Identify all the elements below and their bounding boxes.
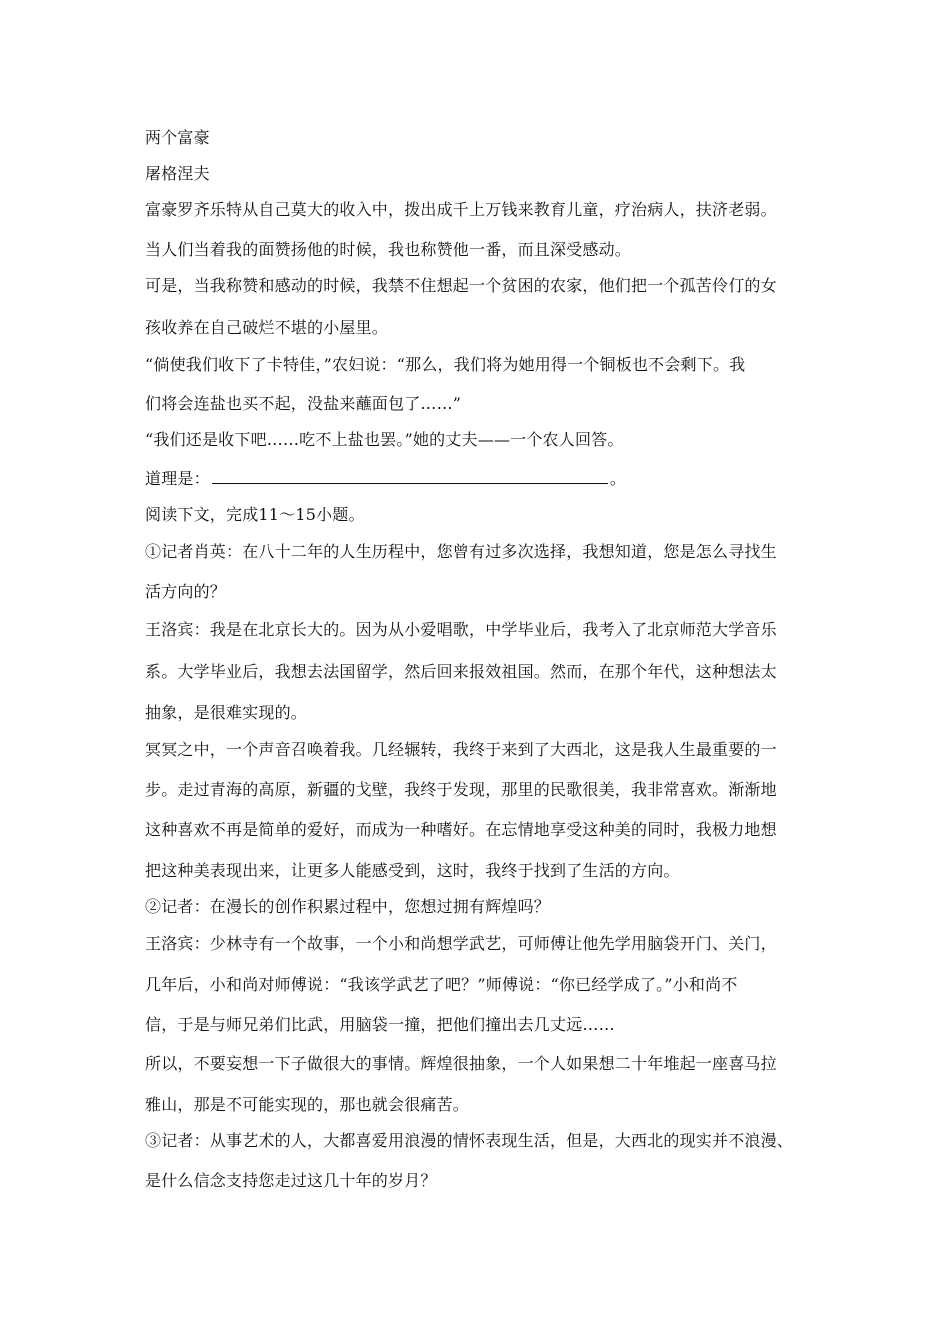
answer-text-line: 所以，不要妄想一下子做很大的事情。辉煌很抽象，一个人如果想二十年堆起一座喜马拉	[145, 1054, 777, 1073]
answer-end: 。	[609, 469, 627, 488]
question-line: 是什么信念支持您走过这几十年的岁月？	[145, 1171, 437, 1190]
author-line: 屠格涅夫	[145, 164, 210, 183]
text-line: 孩收养在自己破烂不堪的小屋里。	[145, 318, 389, 337]
answer-text-line: 系。大学毕业后，我想去法国留学，然后回来报效祖国。然而，在那个年代，这种想法太	[145, 662, 777, 681]
answer-text-line: 步。走过青海的高原，新疆的戈壁，我终于发现，那里的民歌很美，我非常喜欢。渐渐地	[145, 780, 777, 799]
answer-text-line: 信，于是与师兄弟们比武，用脑袋一撞，把他们撞出去几丈远……	[145, 1015, 615, 1034]
question-line: 活方向的？	[145, 582, 227, 601]
text-line: 们将会连盐也买不起，没盐来蘸面包了……”	[145, 394, 462, 413]
text-line: “倘使我们收下了卡特佳，”农妇说：“那么，我们将为她用得一个铜板也不会剩下。我	[145, 355, 746, 374]
text-line: “我们还是收下吧……吃不上盐也罢。”她的丈夫——一个农人回答。	[145, 430, 624, 449]
answer-text-line: 王洛宾：少林寺有一个故事，一个小和尚想学武艺，可师傅让他先学用脑袋开门、关门，	[145, 934, 777, 953]
text-line: 富豪罗齐乐特从自己莫大的收入中，拨出成千上万钱来教育儿童，疗治病人，扶济老弱。	[145, 200, 777, 219]
answer-blank	[212, 467, 608, 484]
question-line: ②记者：在漫长的创作积累过程中，您想过拥有辉煌吗？	[145, 897, 551, 916]
answer-line	[145, 467, 626, 489]
question-line: ①记者肖英：在八十二年的人生历程中，您曾有过多次选择，我想知道，您是怎么寻找生	[145, 542, 777, 561]
answer-prompt: 道理是：	[145, 469, 210, 488]
title-line: 两个富豪	[145, 128, 210, 147]
answer-text-line: 冥冥之中，一个声音召唤着我。几经辗转，我终于来到了大西北，这是我人生最重要的一	[145, 740, 777, 759]
answer-text-line: 几年后，小和尚对师傅说：“我该学武艺了吧？”师傅说：“你已经学成了。”小和尚不	[145, 975, 738, 994]
answer-text-line: 王洛宾：我是在北京长大的。因为从小爱唱歌，中学毕业后，我考入了北京师范大学音乐	[145, 620, 777, 639]
answer-text-line: 把这种美表现出来，让更多人能感受到，这时，我终于找到了生活的方向。	[145, 861, 680, 880]
text-line: 可是，当我称赞和感动的时候，我禁不住想起一个贫困的农家，他们把一个孤苦伶仃的女	[145, 276, 777, 295]
answer-text-line: 抽象，是很难实现的。	[145, 703, 308, 722]
answer-text-line: 这种喜欢不再是简单的爱好，而成为一种嗜好。在忘情地享受这种美的同时，我极力地想	[145, 820, 777, 839]
text-line: 当人们当着我的面赞扬他的时候，我也称赞他一番，而且深受感动。	[145, 240, 632, 259]
answer-text-line: 雅山，那是不可能实现的，那也就会很痛苦。	[145, 1095, 470, 1114]
instruction-line: 阅读下文，完成11～15小题。	[145, 505, 365, 524]
question-line: ③记者：从事艺术的人，大都喜爱用浪漫的情怀表现生活，但是，大西北的现实并不浪漫、	[145, 1131, 794, 1150]
